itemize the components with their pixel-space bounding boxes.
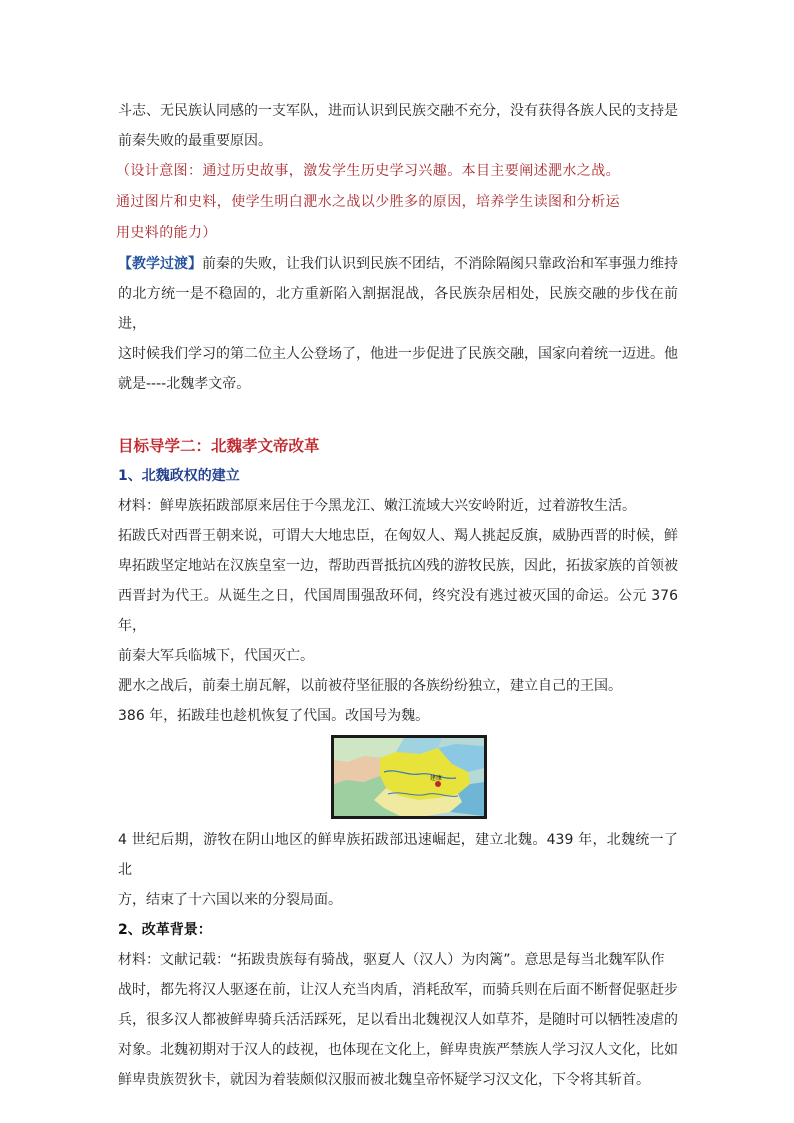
material-line: 对象。北魏初期对于汉人的歧视，也体现在文化上，鲜卑贵族严禁族人学习汉人文化，比如 bbox=[118, 1042, 678, 1058]
material-line: 材料：文献记载：“拓跋贵族每有骑战，驱夏人（汉人）为肉篱”。意思是每当北魏军队作 bbox=[118, 952, 665, 968]
section-heading: 目标导学二：北魏孝文帝改革 bbox=[118, 437, 320, 455]
subsection-heading-2: 2、改革背景： bbox=[118, 922, 212, 938]
transition-tag: 【教学过渡】 bbox=[118, 256, 202, 272]
material-line: 卑拓跋坚定地站在汉族皇室一边，帮助西晋抵抗凶残的游牧民族，因此，拓拔家族的首领被 bbox=[118, 558, 678, 574]
design-intent-line: （设计意图：通过历史故事，激发学生历史学习兴趣。本目主要阐述淝水之战。 bbox=[116, 163, 620, 179]
map-label: 建康 bbox=[430, 775, 443, 782]
material-line: 战时，都先将汉人驱逐在前，让汉人充当肉盾，消耗敌军，而骑兵则在后面不断督促驱赶步 bbox=[118, 982, 678, 998]
material-line: 方，结束了十六国以来的分裂局面。 bbox=[118, 892, 342, 908]
material-line: 拓跋氏对西晋王朝来说，可谓大大地忠臣，在匈奴人、羯人挑起反旗，威胁西晋的时候，鲜 bbox=[118, 528, 678, 544]
intro-line: 斗志、无民族认同感的一支军队，进而认识到民族交融不充分，没有获得各族人民的支持是 bbox=[118, 103, 678, 119]
subsection-heading-1: 1、北魏政权的建立 bbox=[118, 468, 240, 484]
design-intent-line: 通过图片和史料，使学生明白淝水之战以少胜多的原因，培养学生读图和分析运 bbox=[116, 194, 620, 210]
material-line: 4 世纪后期，游牧在阴山地区的鲜卑族拓跋部迅速崛起，建立北魏。439 年，北魏统一了北 bbox=[118, 832, 678, 878]
transition-line: 就是----北魏孝文帝。 bbox=[118, 376, 251, 392]
transition-text: 前秦的失败，让我们认识到民族不团结，不消除隔阂只靠政治和军事强力维持 bbox=[202, 256, 678, 272]
section-spacer bbox=[118, 399, 678, 431]
material-line: 鲜卑贵族贺狄卡，就因为着装颇似汉服而被北魏皇帝怀疑学习汉文化，下令将其斩首。 bbox=[118, 1072, 650, 1088]
intro-line: 前秦失败的最重要原因。 bbox=[118, 133, 272, 149]
design-intent-line: 用史料的能力） bbox=[116, 225, 217, 241]
material-line: 西晋封为代王。从诞生之日，代国周围强敌环伺，终究没有逃过被灭国的命运。公元 376 年， bbox=[118, 588, 678, 634]
northern-wei-map-image bbox=[331, 735, 487, 819]
material-line: 兵，很多汉人都被鲜卑骑兵活活踩死，足以看出北魏视汉人如草芥，是随时可以牺牲凌虐的 bbox=[118, 1012, 678, 1028]
material-line: 材料：鲜卑族拓跋部原来居住于今黑龙江、嫩江流域大兴安岭附近，过着游牧生活。 bbox=[118, 498, 636, 514]
material-line: 淝水之战后，前秦土崩瓦解，以前被苻坚征服的各族纷纷独立，建立自己的王国。 bbox=[118, 678, 622, 694]
transition-line: 这时候我们学习的第二位主人公登场了，他进一步促进了民族交融，国家向着统一迈进。他 bbox=[118, 346, 678, 362]
document-page bbox=[118, 96, 678, 1095]
transition-line bbox=[118, 249, 678, 279]
map-figure bbox=[118, 735, 678, 819]
material-line: 前秦大军兵临城下，代国灭亡。 bbox=[118, 648, 314, 664]
material-line: 386 年，拓跋珪也趁机恢复了代国。改国号为魏。 bbox=[118, 708, 430, 724]
transition-line: 的北方统一是不稳固的，北方重新陷入割据混战，各民族杂居相处，民族交融的步伐在前进， bbox=[118, 286, 678, 332]
